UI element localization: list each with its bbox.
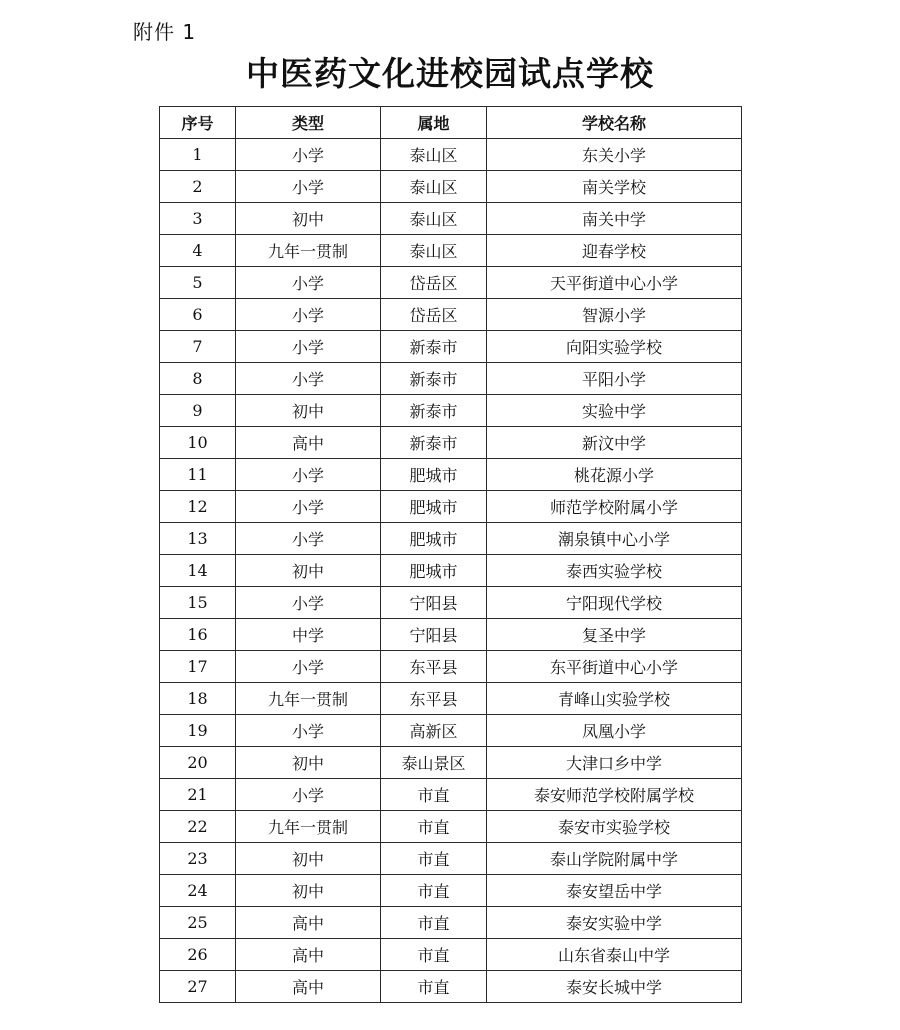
- cell-type: 小学: [236, 587, 381, 619]
- cell-school-name: 桃花源小学: [487, 459, 742, 491]
- cell-school-name: 南关学校: [487, 171, 742, 203]
- table-row: [160, 587, 742, 619]
- cell-index: 20: [160, 747, 236, 779]
- cell-school-name: 平阳小学: [487, 363, 742, 395]
- header-index: 序号: [160, 107, 236, 139]
- cell-index: 10: [160, 427, 236, 459]
- table-row: [160, 203, 742, 235]
- cell-region: 市直: [381, 939, 487, 971]
- table-row: [160, 427, 742, 459]
- table-row: [160, 299, 742, 331]
- cell-index: 6: [160, 299, 236, 331]
- cell-region: 泰山区: [381, 139, 487, 171]
- cell-school-name: 大津口乡中学: [487, 747, 742, 779]
- cell-index: 7: [160, 331, 236, 363]
- cell-region: 泰山区: [381, 203, 487, 235]
- pilot-schools-table: [159, 106, 742, 1003]
- cell-region: 岱岳区: [381, 267, 487, 299]
- cell-type: 小学: [236, 171, 381, 203]
- cell-index: 23: [160, 843, 236, 875]
- cell-index: 3: [160, 203, 236, 235]
- cell-region: 肥城市: [381, 555, 487, 587]
- cell-index: 21: [160, 779, 236, 811]
- table-body: [160, 139, 742, 1003]
- cell-school-name: 泰西实验学校: [487, 555, 742, 587]
- attachment-label: 附件 1: [133, 20, 197, 44]
- cell-type: 小学: [236, 139, 381, 171]
- cell-index: 24: [160, 875, 236, 907]
- table-row: [160, 363, 742, 395]
- cell-index: 12: [160, 491, 236, 523]
- cell-type: 小学: [236, 715, 381, 747]
- cell-school-name: 泰安长城中学: [487, 971, 742, 1003]
- table-row: [160, 619, 742, 651]
- cell-region: 泰山区: [381, 235, 487, 267]
- cell-type: 小学: [236, 779, 381, 811]
- cell-region: 市直: [381, 811, 487, 843]
- table-row: [160, 459, 742, 491]
- cell-school-name: 南关中学: [487, 203, 742, 235]
- cell-school-name: 青峰山实验学校: [487, 683, 742, 715]
- cell-school-name: 天平街道中心小学: [487, 267, 742, 299]
- cell-region: 高新区: [381, 715, 487, 747]
- cell-school-name: 智源小学: [487, 299, 742, 331]
- cell-region: 宁阳县: [381, 587, 487, 619]
- table-row: [160, 139, 742, 171]
- cell-index: 16: [160, 619, 236, 651]
- cell-region: 东平县: [381, 651, 487, 683]
- cell-index: 1: [160, 139, 236, 171]
- table-row: [160, 331, 742, 363]
- cell-school-name: 迎春学校: [487, 235, 742, 267]
- cell-type: 初中: [236, 747, 381, 779]
- cell-type: 小学: [236, 651, 381, 683]
- table-row: [160, 683, 742, 715]
- cell-type: 小学: [236, 299, 381, 331]
- cell-region: 市直: [381, 779, 487, 811]
- cell-index: 18: [160, 683, 236, 715]
- table-row: [160, 875, 742, 907]
- cell-index: 5: [160, 267, 236, 299]
- table-row: [160, 715, 742, 747]
- table-row: [160, 779, 742, 811]
- cell-index: 9: [160, 395, 236, 427]
- cell-type: 小学: [236, 459, 381, 491]
- cell-region: 东平县: [381, 683, 487, 715]
- cell-school-name: 泰安师范学校附属学校: [487, 779, 742, 811]
- cell-index: 4: [160, 235, 236, 267]
- cell-type: 小学: [236, 363, 381, 395]
- cell-type: 高中: [236, 907, 381, 939]
- header-type: 类型: [236, 107, 381, 139]
- cell-region: 新泰市: [381, 363, 487, 395]
- table-row: [160, 907, 742, 939]
- table-row: [160, 555, 742, 587]
- cell-region: 市直: [381, 843, 487, 875]
- cell-type: 小学: [236, 491, 381, 523]
- cell-type: 小学: [236, 523, 381, 555]
- cell-region: 肥城市: [381, 523, 487, 555]
- cell-school-name: 新汶中学: [487, 427, 742, 459]
- cell-school-name: 向阳实验学校: [487, 331, 742, 363]
- cell-index: 22: [160, 811, 236, 843]
- cell-school-name: 复圣中学: [487, 619, 742, 651]
- cell-region: 泰山景区: [381, 747, 487, 779]
- cell-type: 中学: [236, 619, 381, 651]
- cell-region: 宁阳县: [381, 619, 487, 651]
- cell-region: 市直: [381, 875, 487, 907]
- table-row: [160, 971, 742, 1003]
- document-title: 中医药文化进校园试点学校: [246, 54, 654, 93]
- cell-type: 高中: [236, 971, 381, 1003]
- cell-school-name: 东关小学: [487, 139, 742, 171]
- cell-school-name: 凤凰小学: [487, 715, 742, 747]
- cell-index: 2: [160, 171, 236, 203]
- cell-region: 泰山区: [381, 171, 487, 203]
- cell-region: 新泰市: [381, 331, 487, 363]
- cell-index: 14: [160, 555, 236, 587]
- cell-type: 高中: [236, 427, 381, 459]
- table-row: [160, 267, 742, 299]
- cell-type: 初中: [236, 555, 381, 587]
- table-row: [160, 747, 742, 779]
- table-row: [160, 523, 742, 555]
- cell-index: 8: [160, 363, 236, 395]
- cell-type: 初中: [236, 395, 381, 427]
- header-school-name: 学校名称: [487, 107, 742, 139]
- cell-index: 15: [160, 587, 236, 619]
- table-row: [160, 939, 742, 971]
- header-region: 属地: [381, 107, 487, 139]
- cell-region: 市直: [381, 907, 487, 939]
- cell-index: 11: [160, 459, 236, 491]
- cell-index: 27: [160, 971, 236, 1003]
- cell-index: 26: [160, 939, 236, 971]
- cell-index: 17: [160, 651, 236, 683]
- table-row: [160, 395, 742, 427]
- cell-index: 25: [160, 907, 236, 939]
- cell-school-name: 泰安实验中学: [487, 907, 742, 939]
- cell-index: 19: [160, 715, 236, 747]
- cell-region: 肥城市: [381, 459, 487, 491]
- cell-school-name: 宁阳现代学校: [487, 587, 742, 619]
- cell-region: 新泰市: [381, 395, 487, 427]
- cell-type: 九年一贯制: [236, 683, 381, 715]
- table-row: [160, 235, 742, 267]
- table-row: [160, 491, 742, 523]
- cell-type: 小学: [236, 267, 381, 299]
- cell-type: 初中: [236, 203, 381, 235]
- cell-index: 13: [160, 523, 236, 555]
- cell-school-name: 师范学校附属小学: [487, 491, 742, 523]
- cell-school-name: 山东省泰山中学: [487, 939, 742, 971]
- table-row: [160, 811, 742, 843]
- cell-region: 岱岳区: [381, 299, 487, 331]
- cell-type: 九年一贯制: [236, 811, 381, 843]
- cell-region: 肥城市: [381, 491, 487, 523]
- cell-school-name: 实验中学: [487, 395, 742, 427]
- cell-region: 新泰市: [381, 427, 487, 459]
- cell-school-name: 潮泉镇中心小学: [487, 523, 742, 555]
- cell-school-name: 泰安市实验学校: [487, 811, 742, 843]
- cell-school-name: 泰山学院附属中学: [487, 843, 742, 875]
- table-row: [160, 843, 742, 875]
- cell-type: 九年一贯制: [236, 235, 381, 267]
- cell-type: 初中: [236, 843, 381, 875]
- cell-school-name: 东平街道中心小学: [487, 651, 742, 683]
- cell-type: 高中: [236, 939, 381, 971]
- cell-school-name: 泰安望岳中学: [487, 875, 742, 907]
- table-row: [160, 651, 742, 683]
- cell-type: 小学: [236, 331, 381, 363]
- table-header-row: [160, 107, 742, 139]
- table-row: [160, 171, 742, 203]
- cell-type: 初中: [236, 875, 381, 907]
- cell-region: 市直: [381, 971, 487, 1003]
